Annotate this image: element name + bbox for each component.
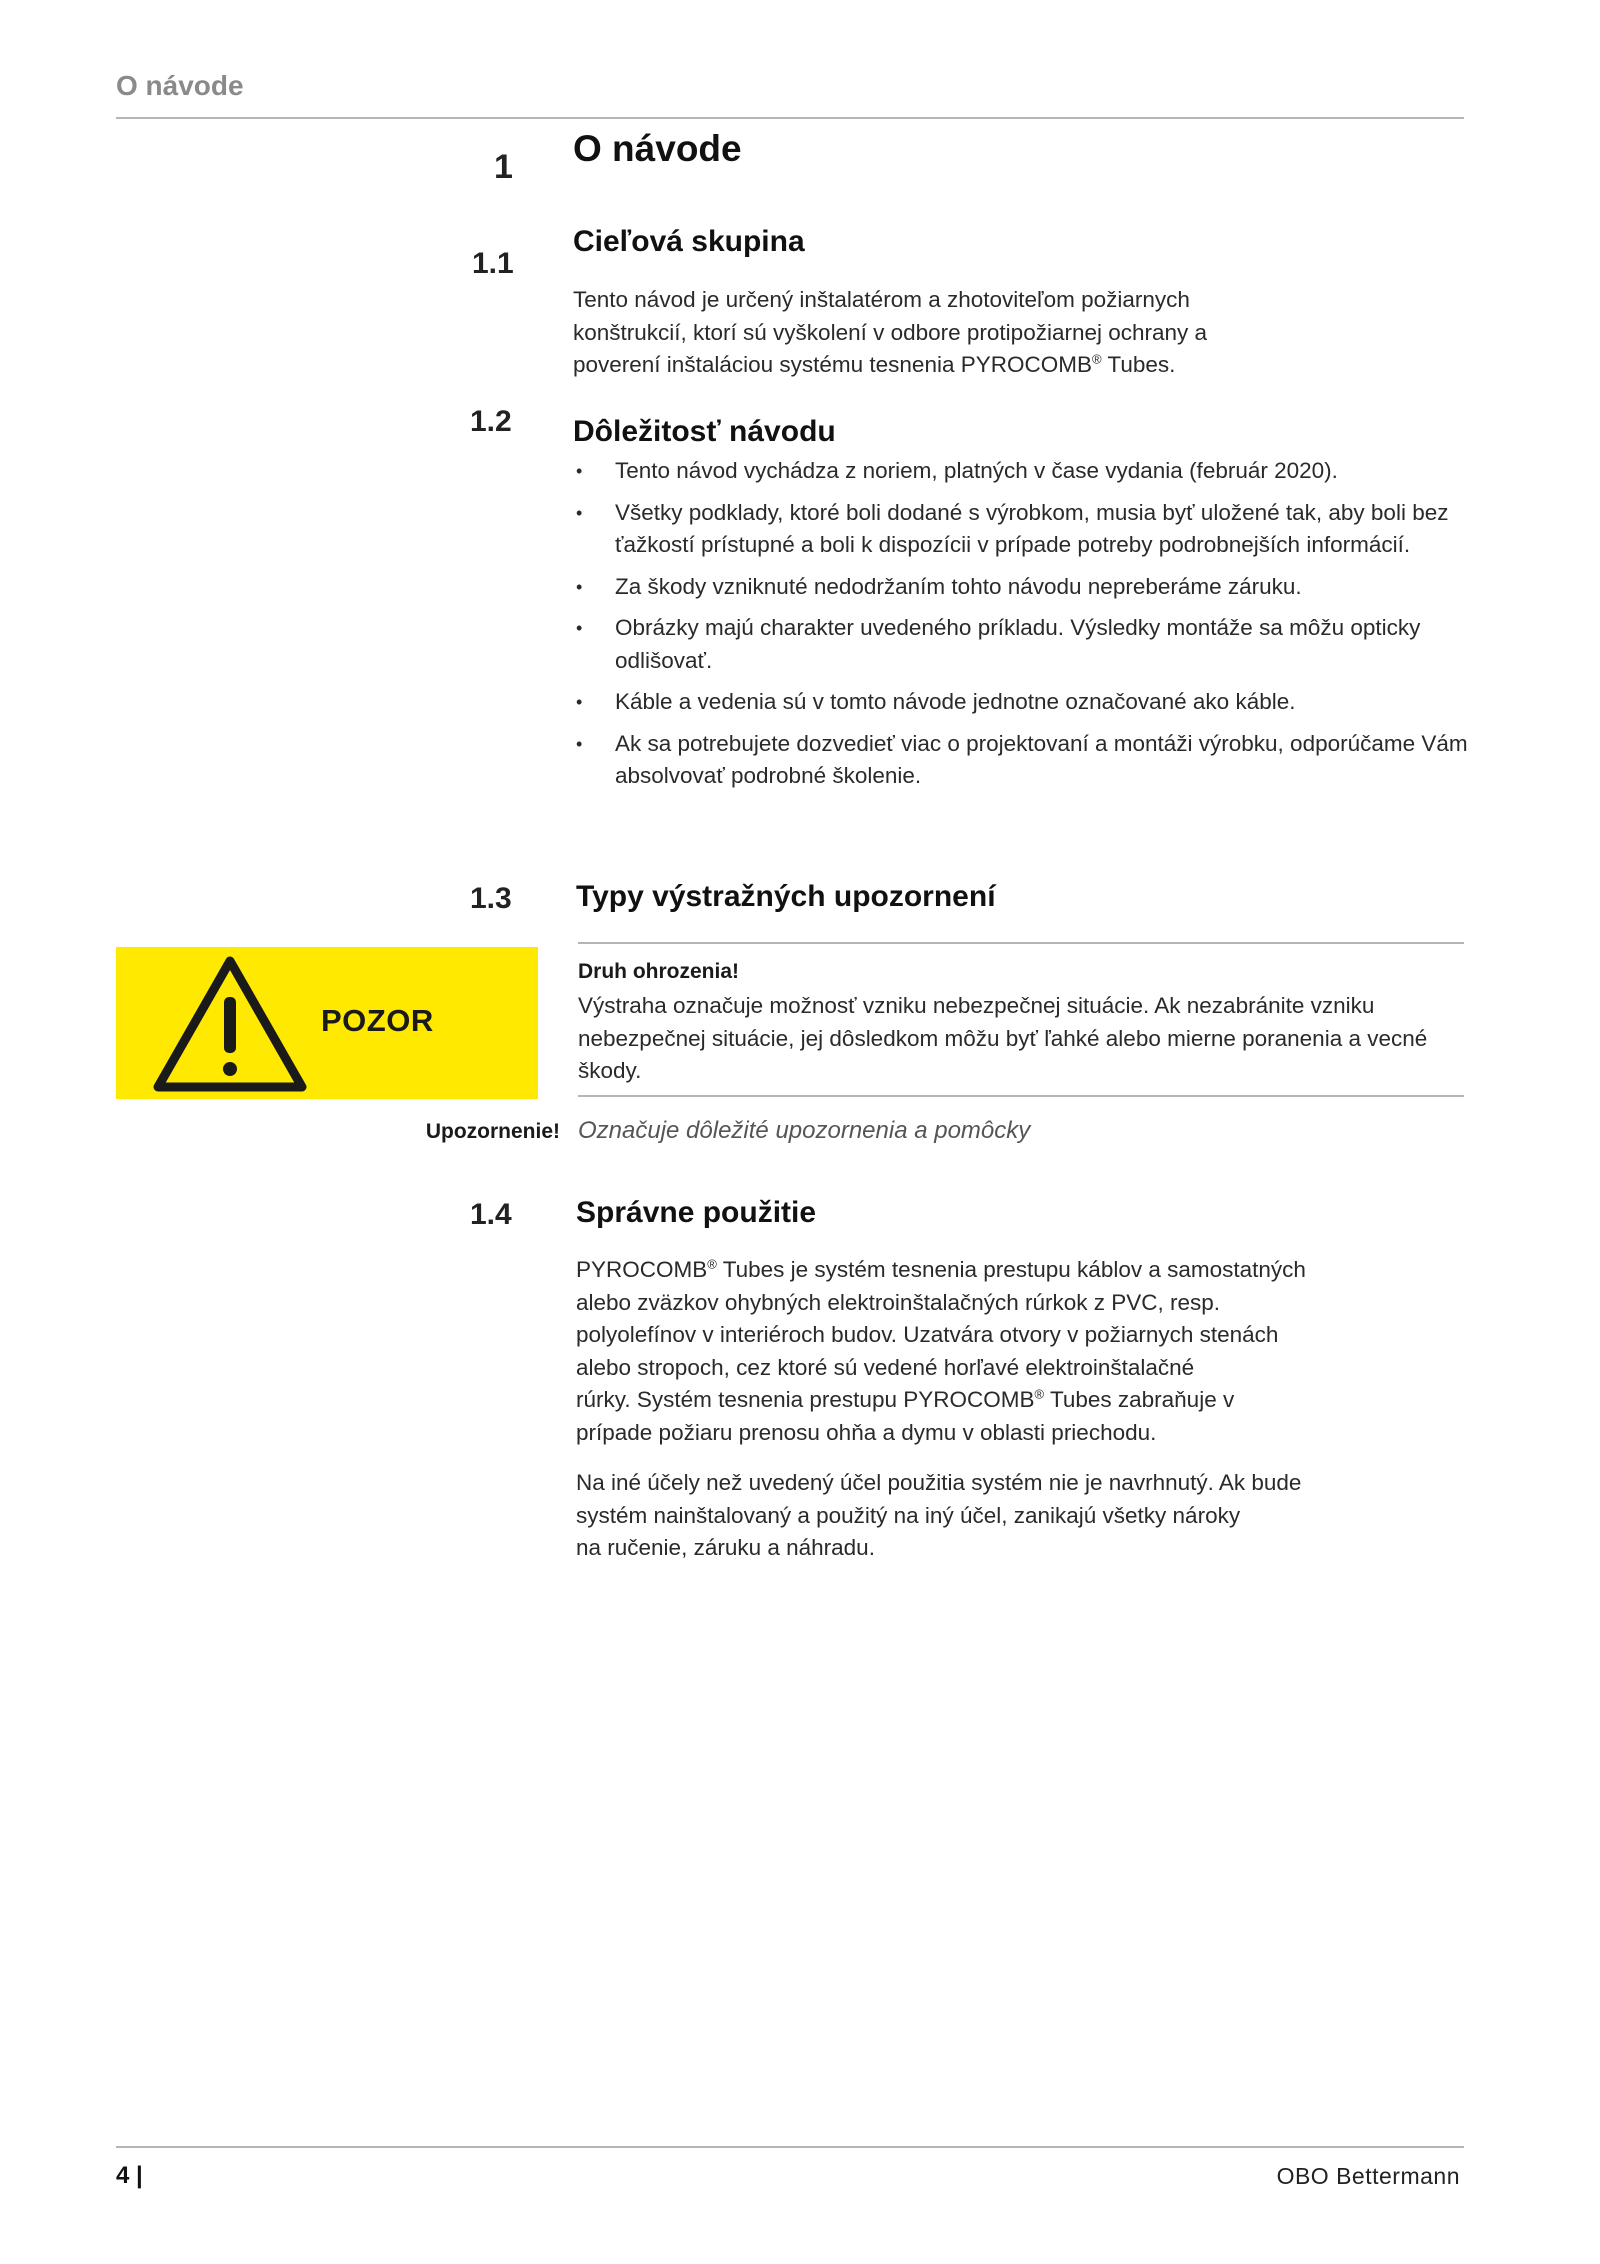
text-line: alebo stropoch, cez ktoré sú vedené horľavé elektroinštalačné: [576, 1354, 1195, 1380]
text-line: poverení inštaláciou systému tesnenia PYROCOMB® Tubes.: [573, 351, 1176, 377]
section-1-2-title: Dôležitosť návodu: [573, 415, 836, 448]
note-text: Označuje dôležité upozornenia a pomôcky: [578, 1117, 1031, 1144]
section-1-3-number: 1.3: [470, 882, 512, 915]
text-line: na ručenie, záruku a náhradu.: [576, 1535, 875, 1560]
text-line: alebo zväzkov ohybných elektroinštalačných rúrkok z PVC, resp.: [576, 1289, 1221, 1315]
text-line: Tento návod je určený inštalatérom a zhotoviteľom požiarnych: [573, 287, 1190, 312]
note-label: Upozornenie!: [425, 1120, 560, 1143]
list-item: • Obrázky majú charakter uvedeného príkladu. Výsledky montáže sa môžu opticky odlišovať.: [573, 612, 1473, 677]
section-1-4-number: 1.4: [470, 1198, 512, 1231]
intended-use-paragraph: [576, 1254, 1456, 1449]
bullet-icon: •: [576, 576, 583, 597]
list-item: • Ak sa potrebujete dozvedieť viac o projektovaní a montáži výrobku, odporúčame Vám absolvovať podrobné školenie.: [573, 728, 1473, 793]
section-1-1-number: 1.1: [472, 247, 514, 280]
text-line: konštrukcií, ktorí sú vyškolení v odbore protipožiarnej ochrany a: [573, 319, 1208, 345]
bullet-icon: •: [576, 618, 583, 638]
section-1-2-number: 1.2: [470, 405, 512, 438]
list-item: • Za škody vzniknuté nedodržaním tohto návodu nepreberáme záruku.: [573, 571, 1473, 604]
warning-label: POZOR: [321, 1003, 434, 1038]
list-item: • Káble a vedenia sú v tomto návode jednotne označované ako káble.: [573, 686, 1473, 719]
warning-triangle-icon: [150, 953, 310, 1093]
text-line: rúrky. Systém tesnenia prestupu PYROCOMB® Tubes zabraňuje v: [576, 1386, 1235, 1412]
bullet-icon: •: [576, 461, 583, 481]
list-item: • Tento návod vychádza z noriem, platných v čase vydania (február 2020).: [573, 455, 1473, 488]
section-1-1-title: Cieľová skupina: [573, 225, 805, 258]
bullet-icon: •: [576, 692, 583, 712]
text-line: polyolefínov v interiéroch budov. Uzatvára otvory v požiarnych stenách: [576, 1322, 1279, 1347]
warning-top-rule: [578, 942, 1464, 944]
brand-name: OBO Bettermann: [1276, 2163, 1460, 2189]
bullet-icon: •: [576, 502, 583, 523]
bullet-icon: •: [576, 733, 583, 754]
importance-bullet-list: [573, 455, 1473, 802]
misuse-paragraph: [576, 1467, 1456, 1565]
list-item: • Všetky podklady, ktoré boli dodané s výrobkom, musia byť uložené tak, aby boli bez ťažkostí prístupné a boli k dispozícii v prípade potreby podrobnejších informácií.: [573, 497, 1473, 562]
section-1-3-title: Typy výstražných upozornení: [576, 880, 996, 913]
section-1-1-paragraph: [573, 284, 1473, 382]
chapter-title: O návode: [573, 128, 742, 169]
text-line: Na iné účely než uvedený účel použitia systém nie je navrhnutý. Ak bude: [576, 1470, 1302, 1495]
text-line: prípade požiaru prenosu ohňa a dymu v oblasti priechodu.: [576, 1419, 1157, 1445]
header-rule: [116, 117, 1464, 119]
page-number: 4 |: [116, 2162, 143, 2189]
warning-sign: [116, 947, 538, 1099]
running-header: O návode: [116, 70, 244, 101]
warning-bottom-rule: [578, 1095, 1464, 1097]
footer-rule: [116, 2146, 1464, 2148]
chapter-number: 1: [494, 148, 513, 186]
text-line: PYROCOMB® Tubes je systém tesnenia prestupu káblov a samostatných: [576, 1256, 1306, 1282]
warning-heading: Druh ohrozenia!: [578, 960, 739, 983]
text-line: systém nainštalovaný a použitý na iný účel, zanikajú všetky nároky: [576, 1502, 1241, 1528]
section-1-4-title: Správne použitie: [576, 1196, 817, 1229]
warning-text: Výstraha označuje možnosť vzniku nebezpečnej situácie. Ak nezabránite vzniku nebezpečnej situácie, jej dôsledkom môžu byť ľahké alebo mierne poranenia a vecné škody.: [578, 993, 1428, 1083]
